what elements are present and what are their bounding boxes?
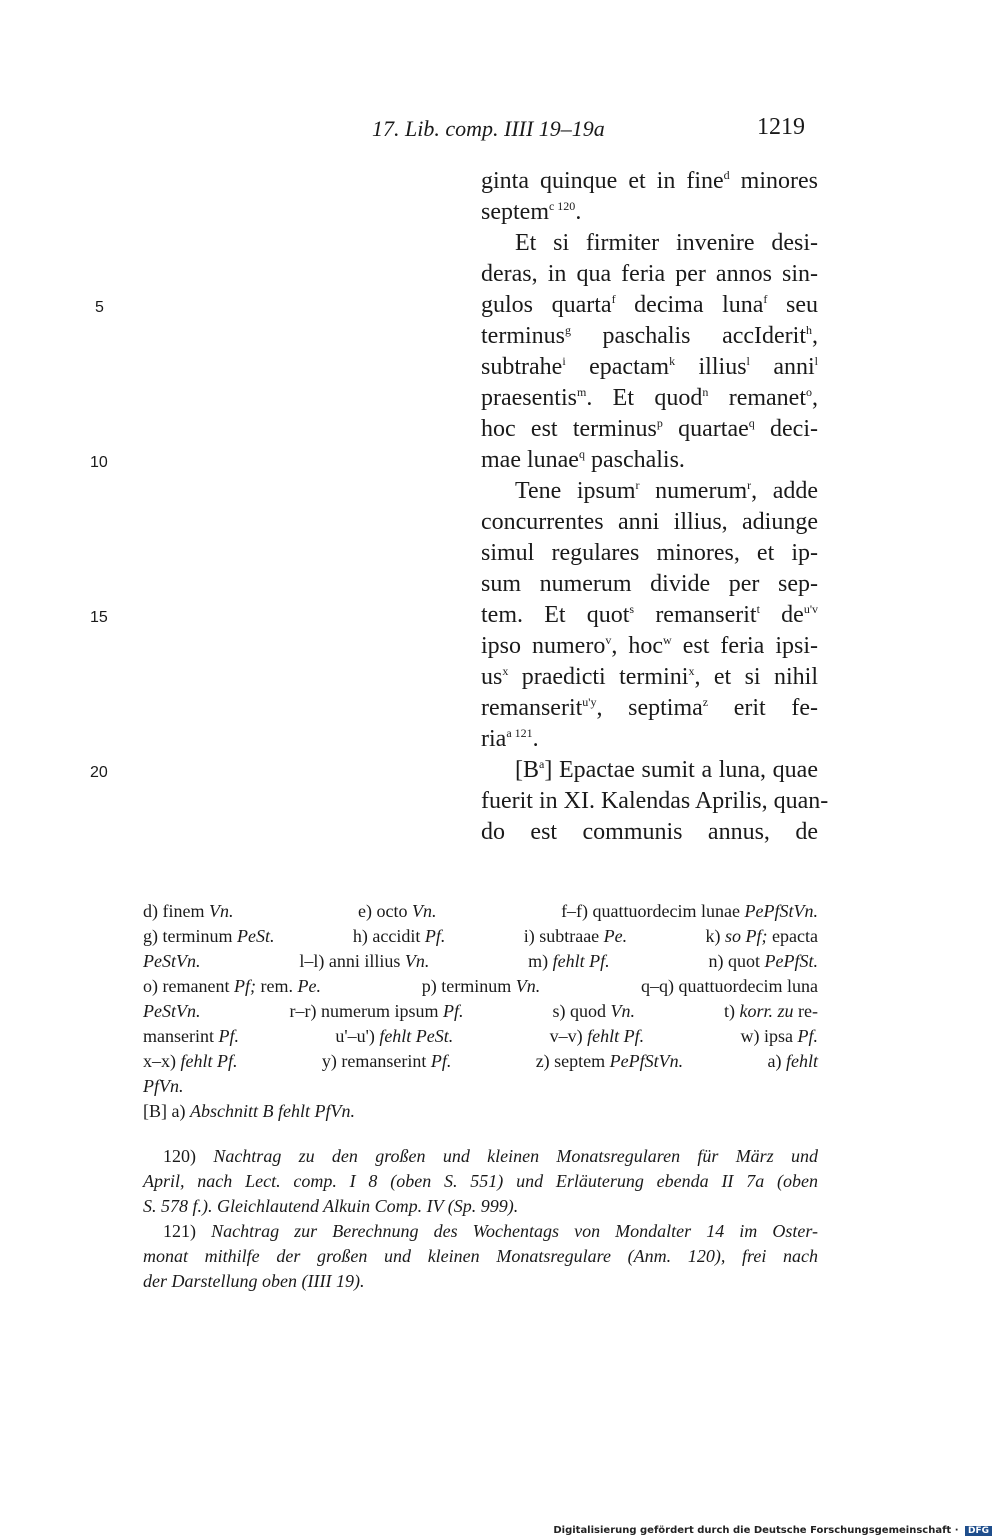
variant-text: e) octo [358, 901, 413, 921]
text-segment: us [481, 664, 503, 690]
dfg-credit-text: Digitalisierung gefördert durch die Deutsche Forschungsgemeinschaft [553, 1525, 952, 1536]
variant-text: k) [705, 926, 726, 946]
variant-text: z) septem [535, 1051, 610, 1071]
variant-text: rem. [255, 976, 298, 996]
text-segment: epactam [565, 354, 670, 380]
footnote-marker: d [723, 168, 730, 182]
text-segment: erit fe- [708, 695, 818, 721]
note-text: Nachtrag zu den großen und kleinen Monatsregularen für März und [213, 1146, 818, 1166]
variant-text: v–v) [549, 1026, 588, 1046]
main-text-line [481, 569, 818, 600]
commentary-notes [143, 1144, 818, 1294]
text-segment: praesentis [481, 385, 577, 411]
footnote-marker: m [576, 385, 587, 399]
footnote-marker: u'v [803, 602, 818, 616]
apparatus-entry [143, 899, 233, 924]
apparatus-entry [143, 1024, 239, 1049]
footnote-marker: n [702, 385, 709, 399]
footnote-marker: s [629, 602, 635, 616]
apparatus-entry [143, 949, 200, 974]
variant-text: m) [528, 951, 553, 971]
text-segment: septem [481, 199, 549, 225]
text-segment: praedicti termini [508, 664, 689, 690]
siglum: PePfStVn. [609, 1051, 684, 1071]
siglum: fehlt Pf. [552, 951, 610, 971]
variant-text: f–f) quattuordecim lunae [561, 901, 745, 921]
main-text-line [481, 755, 818, 786]
main-text-line [481, 600, 818, 631]
text-segment: , septima [596, 695, 703, 721]
apparatus-entry [552, 999, 635, 1024]
variant-text: [B] a) [143, 1101, 190, 1121]
note-line [143, 1169, 818, 1194]
main-text-line [481, 290, 818, 321]
footnote-marker: o [806, 385, 812, 399]
variant-text: re- [793, 1001, 818, 1021]
apparatus-entry [524, 924, 627, 949]
apparatus-entry [561, 899, 818, 924]
apparatus-entry [740, 1024, 818, 1049]
siglum: Pf; [233, 976, 256, 996]
text-segment: est feria ipsi- [671, 633, 819, 659]
main-text-column [481, 166, 829, 848]
variant-text: d) finem [143, 901, 209, 921]
apparatus-line [143, 999, 818, 1024]
siglum: Vn. [404, 951, 430, 971]
footnote-marker: q [578, 447, 585, 461]
main-text-line [481, 228, 818, 259]
variant-text: h) accidit [352, 926, 425, 946]
text-segment: deras, in qua feria per annos sin- [481, 261, 818, 287]
siglum: korr. zu [739, 1001, 794, 1021]
apparatus-entry [299, 949, 429, 974]
main-text-line [481, 414, 818, 445]
text-segment: . [575, 199, 582, 225]
running-head: 17. Lib. comp. IIII 19–19a [372, 116, 605, 141]
apparatus-entry [335, 1024, 453, 1049]
siglum: PePfSt. [764, 951, 818, 971]
siglum: so Pf; [725, 926, 768, 946]
siglum: Pe. [297, 976, 321, 996]
footnote-marker: h [806, 323, 812, 337]
apparatus-entry [724, 999, 818, 1024]
siglum: fehlt Pf. [180, 1051, 238, 1071]
siglum: Pf. [430, 1051, 452, 1071]
siglum: PfVn. [143, 1076, 184, 1096]
dfg-logo: DFG [965, 1526, 992, 1536]
apparatus-entry [143, 1099, 355, 1124]
apparatus-line [143, 974, 818, 999]
text-segment: Et si firmiter invenire desi- [515, 230, 818, 256]
text-segment: [B [515, 757, 539, 783]
footnote-marker: w [663, 633, 672, 647]
variant-text: x–x) [143, 1051, 181, 1071]
text-segment: decima luna [615, 292, 764, 318]
variant-text: q–q) quattuordecim luna [641, 976, 818, 996]
text-segment: fuerit in XI. Kalendas Aprilis, quan- [481, 788, 829, 814]
apparatus-entry [358, 899, 436, 924]
siglum: Pf. [797, 1026, 818, 1046]
siglum: Vn. [515, 976, 541, 996]
variant-text: l–l) anni illius [299, 951, 405, 971]
apparatus-line [143, 924, 818, 949]
footnote-marker: a [539, 757, 545, 771]
text-segment: , [812, 323, 818, 349]
main-text-line [481, 662, 818, 693]
footnote-marker: g [565, 323, 571, 337]
text-segment: . [532, 726, 539, 752]
footnote-marker: v [605, 633, 612, 647]
variant-text: g) terminum [143, 926, 237, 946]
apparatus-line [143, 1049, 818, 1074]
variant-text: t) [723, 1001, 740, 1021]
text-segment: . Et quod [586, 385, 703, 411]
apparatus-entry [289, 999, 463, 1024]
siglum: fehlt [785, 1051, 818, 1071]
siglum: PeStVn. [143, 951, 201, 971]
text-segment: simul regulares minores, et ip- [481, 540, 818, 566]
variant-text: i) subtraae [523, 926, 604, 946]
text-segment: numerum [639, 478, 748, 504]
main-text-line [481, 507, 818, 538]
text-segment: remanet [708, 385, 806, 411]
footnote-marker: x [502, 664, 509, 678]
footnote-marker: i [562, 354, 566, 368]
text-segment: concurrentes anni illius, adiunge [481, 509, 818, 535]
variant-text: u'–u') [335, 1026, 380, 1046]
siglum: Vn. [208, 901, 234, 921]
text-segment: remanserit [481, 695, 583, 721]
siglum: Pf. [424, 926, 446, 946]
note-number: 121) [163, 1221, 212, 1241]
footnote-marker: t [756, 602, 760, 616]
note-line [143, 1219, 818, 1244]
text-segment: ria [481, 726, 507, 752]
line-number-15: 15 [90, 609, 108, 626]
apparatus-entry [550, 1024, 645, 1049]
text-segment: tem. Et quot [481, 602, 630, 628]
variant-text: manserint [143, 1026, 219, 1046]
line-number-20: 20 [90, 764, 108, 781]
text-segment: , hoc [611, 633, 664, 659]
footnote-marker: k [669, 354, 676, 368]
text-segment: ipso numero [481, 633, 606, 659]
footnote-marker: l [814, 354, 818, 368]
variant-text: a) [767, 1051, 786, 1071]
apparatus-entry [768, 1049, 818, 1074]
siglum: PeSt. [236, 926, 275, 946]
siglum: Vn. [412, 901, 437, 921]
footnote-marker: r [635, 478, 640, 492]
footnote-marker: q [748, 416, 755, 430]
note-line [143, 1194, 818, 1219]
note-text: Nachtrag zur Berechnung des Wochentags von Mondalter 14 im Oster- [211, 1221, 818, 1241]
text-segment: , [812, 385, 818, 411]
text-segment: paschalis. [584, 447, 685, 473]
footnote-marker: p [656, 416, 663, 430]
apparatus-line [143, 1024, 818, 1049]
main-text-line [481, 538, 818, 569]
footnote-marker: a 121 [506, 726, 533, 740]
page-number: 1219 [757, 114, 805, 140]
siglum: Pf. [218, 1026, 239, 1046]
line-number-10: 10 [90, 454, 108, 471]
note-number: 120) [163, 1146, 214, 1166]
apparatus-entry [143, 974, 321, 999]
apparatus-line [143, 899, 818, 924]
text-segment: de [759, 602, 804, 628]
variant-text: s) quod [552, 1001, 611, 1021]
siglum: PeStVn. [143, 1001, 201, 1021]
critical-apparatus [143, 899, 818, 1124]
apparatus-entry [528, 949, 610, 974]
apparatus-line [143, 1074, 818, 1099]
main-text-line [481, 445, 818, 476]
variant-text: n) quot [708, 951, 765, 971]
text-segment: ] Epactae sumit a luna, quae [544, 757, 818, 783]
variant-text: r–r) numerum ipsum [289, 1001, 443, 1021]
siglum: PePfStVn. [744, 901, 818, 921]
note-text: April, nach Lect. comp. I 8 (oben S. 551) und Erläuterung ebenda II 7a (oben [143, 1171, 818, 1191]
apparatus-line [143, 1099, 818, 1124]
text-segment: subtrahe [481, 354, 563, 380]
main-text-line [481, 259, 818, 290]
main-text-line [481, 352, 818, 383]
text-segment: illius [675, 354, 747, 380]
main-text-line [481, 476, 818, 507]
main-text-line [481, 631, 818, 662]
dfg-credit: Digitalisierung gefördert durch die Deutsche Forschungsgemeinschaft · DFG [553, 1525, 992, 1536]
text-segment: remanserit [634, 602, 757, 628]
text-segment: paschalis accIderit [571, 323, 806, 349]
text-segment: Tene ipsum [515, 478, 636, 504]
main-text-line [481, 383, 818, 414]
text-segment: seu [767, 292, 818, 318]
siglum: fehlt PeSt. [379, 1026, 454, 1046]
apparatus-entry [641, 974, 818, 999]
footnote-marker: l [746, 354, 750, 368]
footnote-marker: f [611, 292, 616, 306]
text-segment: ginta quinque et in fine [481, 168, 724, 194]
variant-text: w) ipsa [740, 1026, 798, 1046]
apparatus-entry [422, 974, 540, 999]
variant-text: y) remanserint [321, 1051, 431, 1071]
apparatus-entry [706, 924, 818, 949]
footnote-marker: z [702, 695, 709, 709]
main-text-line [481, 693, 818, 724]
main-text-line [481, 786, 829, 817]
main-text-line [481, 321, 818, 352]
text-segment: anni [749, 354, 815, 380]
apparatus-entry [536, 1049, 683, 1074]
note-line [143, 1144, 818, 1169]
footnote-marker: f [763, 292, 768, 306]
apparatus-entry [143, 999, 200, 1024]
apparatus-entry [143, 1049, 238, 1074]
text-segment: sum numerum divide per sep- [481, 571, 818, 597]
text-segment: terminus [481, 323, 565, 349]
siglum: Pf. [442, 1001, 464, 1021]
line-number-5: 5 [95, 299, 104, 316]
apparatus-entry [143, 924, 274, 949]
main-text-line [481, 817, 818, 848]
main-text-line [481, 197, 818, 228]
apparatus-entry [353, 924, 445, 949]
variant-text: o) remanent [143, 976, 234, 996]
siglum: Vn. [610, 1001, 635, 1021]
siglum: Abschnitt B fehlt PfVn. [189, 1101, 355, 1121]
note-line [143, 1269, 818, 1294]
apparatus-line [143, 949, 818, 974]
text-segment: gulos quarta [481, 292, 612, 318]
note-text: der Darstellung oben (IIII 19). [143, 1271, 365, 1291]
variant-text: epacta [767, 926, 818, 946]
note-text: S. 578 f.). Gleichlautend Alkuin Comp. IV (Sp. 999). [143, 1196, 519, 1216]
main-text-line [481, 166, 818, 197]
text-segment: minores [729, 168, 819, 194]
footnote-marker: x [688, 664, 695, 678]
siglum: Pe. [603, 926, 628, 946]
text-segment: deci- [754, 416, 818, 442]
text-segment: , et si nihil [694, 664, 818, 690]
note-line [143, 1244, 818, 1269]
note-text: monat mithilfe der großen und kleinen Monatsregulare (Anm. 120), frei nach [143, 1246, 818, 1266]
apparatus-entry [143, 1074, 184, 1099]
footnote-marker: r [747, 478, 752, 492]
footnote-marker: u'y [582, 695, 597, 709]
text-segment: , adde [751, 478, 818, 504]
text-segment: mae lunae [481, 447, 579, 473]
main-text-line [481, 724, 818, 755]
text-segment: hoc est terminus [481, 416, 657, 442]
siglum: fehlt Pf. [587, 1026, 645, 1046]
footnote-marker: c 120 [548, 199, 576, 213]
apparatus-entry [709, 949, 818, 974]
apparatus-entry [322, 1049, 451, 1074]
variant-text: p) terminum [421, 976, 516, 996]
text-segment: do est communis annus, de [481, 819, 818, 845]
text-segment: quartae [662, 416, 749, 442]
